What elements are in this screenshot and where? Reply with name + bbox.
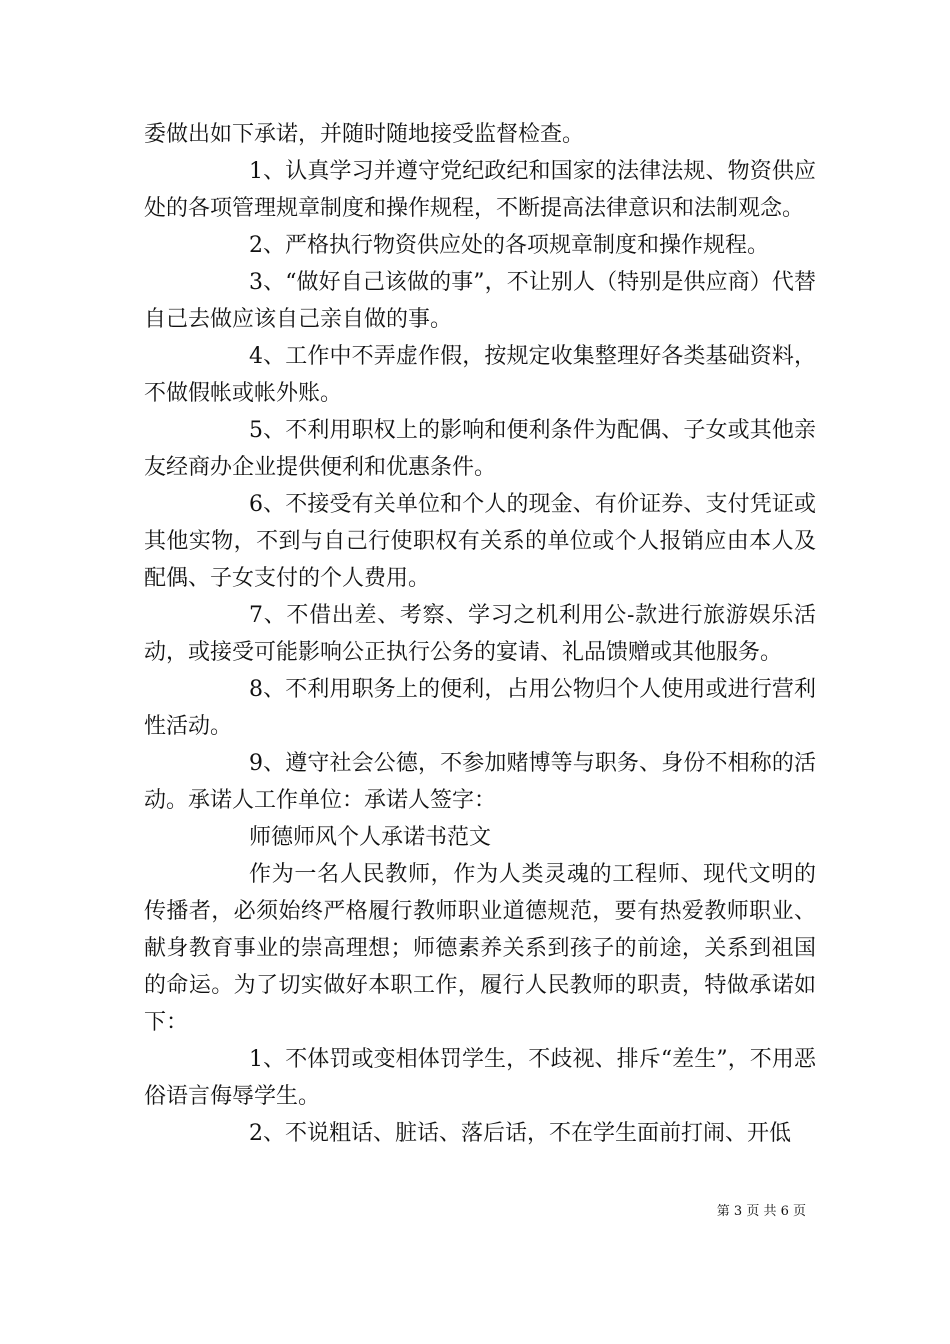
paragraph: 7、不借出差、考察、学习之机利用公-款进行旅游娱乐活动，或接受可能影响公正执行公务的宴请、礼品馈赠或其他服务。 — [144, 603, 816, 665]
paragraph: 2、不说粗话、脏话、落后话，不在学生面前打闹、开低 — [249, 1121, 791, 1146]
paragraph: 1、不体罚或变相体罚学生，不歧视、排斥“差生”，不用恶俗语言侮辱学生。 — [144, 1047, 816, 1109]
document-body — [144, 116, 816, 1152]
paragraph: 作为一名人民教师，作为人类灵魂的工程师、现代文明的传播者，必须始终严格履行教师职业道德规范，要有热爱教师职业、献身教育事业的崇高理想；师德素养关系到孩子的前途，关系到祖国的命运。为了切实做好本职工作，履行人民教师的职责，特做承诺如下： — [144, 862, 816, 1035]
paragraph: 1、认真学习并遵守党纪政纪和国家的法律法规、物资供应处的各项管理规章制度和操作规程，不断提高法律意识和法制观念。 — [144, 159, 816, 221]
paragraph: 9、遵守社会公德，不参加赌博等与职务、身份不相称的活动。承诺人工作单位：承诺人签字： — [144, 751, 816, 813]
paragraph: 2、严格执行物资供应处的各项规章制度和操作规程。 — [249, 233, 769, 258]
page-number-footer — [717, 1203, 806, 1221]
paragraph: 8、不利用职务上的便利，占用公物归个人使用或进行营利性活动。 — [144, 677, 816, 739]
paragraph: 3、“做好自己该做的事”，不让别人（特别是供应商）代替自己去做应该自己亲自做的事。 — [144, 270, 816, 332]
section-title: 师德师风个人承诺书范文 — [249, 825, 492, 850]
paragraph: 6、不接受有关单位和个人的现金、有价证券、支付凭证或其他实物，不到与自己行使职权有关系的单位或个人报销应由本人及配偶、子女支付的个人费用。 — [144, 492, 816, 591]
paragraph: 5、不利用职权上的影响和便利条件为配偶、子女或其他亲友经商办企业提供便利和优惠条件。 — [144, 418, 816, 480]
page-number-label: 第 3 页 共 6 页 — [716, 1204, 806, 1219]
paragraph: 委做出如下承诺，并随时随地接受监督检查。 — [144, 122, 585, 147]
paragraph: 4、工作中不弄虚作假，按规定收集整理好各类基础资料，不做假帐或帐外账。 — [144, 344, 816, 406]
